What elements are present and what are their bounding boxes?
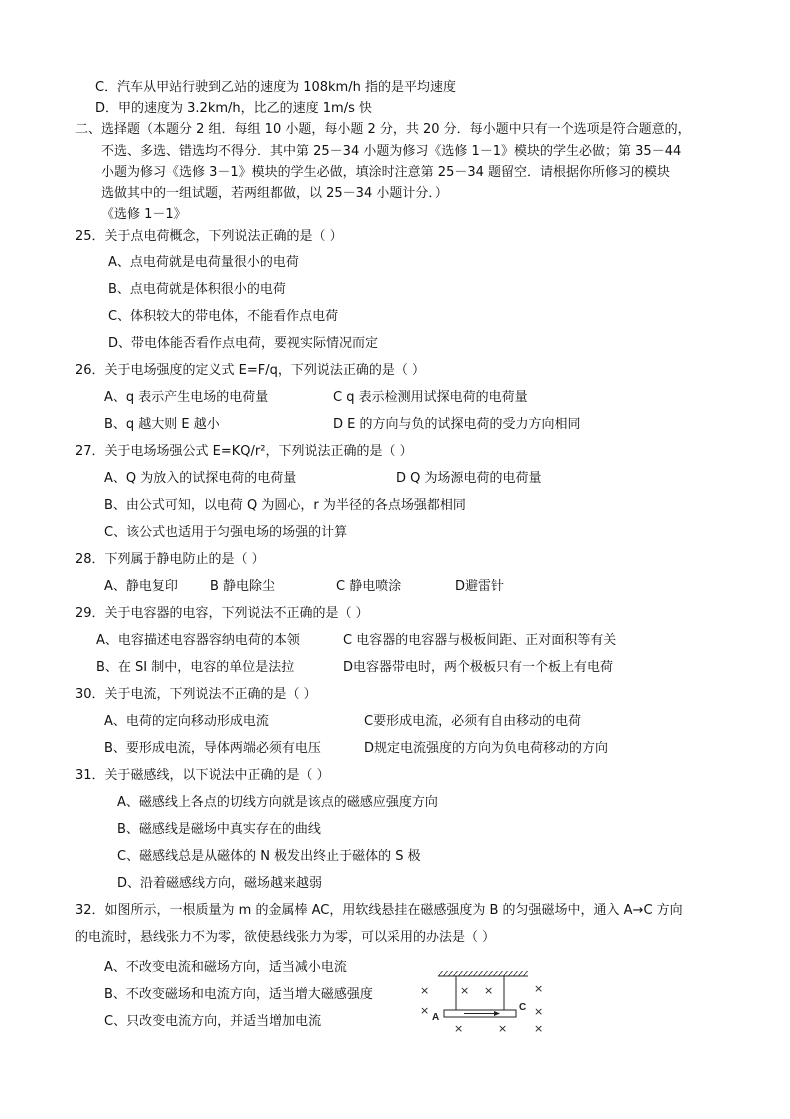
ceiling-hatch (438, 971, 528, 976)
option-a: A、不改变电流和磁场方向，适当减小电流 (104, 960, 347, 975)
option-b: B、由公式可知，以电荷 Q 为圆心，r 为半径的各点场强都相同 (104, 498, 466, 513)
option-a: A、电容描述电容器容纳电荷的本领 (96, 633, 300, 648)
option-d: D避雷针 (455, 579, 505, 594)
option-a: A、静电复印 (104, 579, 178, 594)
option-d: D规定电流强度的方向为负电荷移动的方向 (364, 741, 609, 756)
option-a: A、电荷的定向移动形成电流 (104, 714, 269, 729)
option-b: B、要形成电流，导体两端必须有电压 (104, 741, 321, 756)
option-c: C q 表示检测用试探电荷的电荷量 (333, 390, 528, 405)
option-a: A、Q 为放入的试探电荷的电荷量 (104, 471, 297, 486)
cross-mark: × (460, 984, 470, 997)
question-stem: 25．关于点电荷概念，下列说法正确的是（ ） (75, 229, 343, 244)
option-b: B、不改变磁场和电流方向，适当增大磁感强度 (104, 987, 373, 1002)
question-stem: 28．下列属于静电防止的是（ ） (75, 552, 265, 567)
cross-mark: × (420, 1004, 430, 1017)
option-d: D E 的方向与负的试探电荷的受力方向相同 (333, 417, 581, 432)
option-b: B、磁感线是磁场中真实存在的曲线 (117, 822, 321, 837)
option-d: D Q 为场源电荷的电荷量 (396, 471, 542, 486)
cross-mark: × (420, 984, 430, 997)
cross-mark: × (534, 1022, 544, 1035)
option-c: C、只改变电流方向，并适当增加电流 (104, 1014, 322, 1029)
question-stem: 29．关于电容器的电容，下列说法不正确的是（ ） (75, 606, 369, 621)
label-c: C (519, 1002, 527, 1013)
option-b: B、q 越大则 E 越小 (104, 417, 220, 432)
question-stem: 32．如图所示，一根质量为 m 的金属棒 AC，用软线悬挂在磁感强度为 B 的匀强磁场中，通入 A→C 方向 (75, 903, 683, 918)
section-title-line1: 二、选择题（本题分 2 组．每组 10 小题，每小题 2 分，共 20 分．每小题中只有一个选项是符合题意的， (75, 122, 691, 137)
option-b: B 静电除尘 (210, 579, 276, 594)
group-heading: 《选修 1－1》 (101, 207, 187, 222)
option-d: D、沿着磁感线方向，磁场越来越弱 (117, 876, 323, 891)
option-a: A、磁感线上各点的切线方向就是该点的磁感应强度方向 (117, 795, 438, 810)
prev-option-d: D．甲的速度为 3.2km/h，比乙的速度 1m/s 快 (95, 101, 372, 116)
question-stem: 31．关于磁感线，以下说法中正确的是（ ） (75, 768, 330, 783)
option-c: C、该公式也适用于匀强电场的场强的计算 (104, 525, 348, 540)
section-title-line4: 选做其中的一组试题，若两组都做，以 25－34 小题计分．） (101, 186, 448, 201)
rod-in-magnetic-field-figure (420, 968, 550, 1038)
prev-option-c: C．汽车从甲站行驶到乙站的速度为 108km/h 指的是平均速度 (95, 80, 456, 95)
option-a: A、点电荷就是电荷量很小的电荷 (108, 255, 299, 270)
label-a: A (432, 1012, 440, 1023)
question-stem: 26．关于电场强度的定义式 E=F/q，下列说法正确的是（ ） (75, 363, 426, 378)
option-c: C 静电喷涂 (336, 579, 402, 594)
question-stem-cont: 的电流时，悬线张力不为零，欲使悬线张力为零，可以采用的办法是（ ） (75, 930, 496, 945)
cross-mark: × (534, 982, 544, 995)
cross-mark: × (484, 984, 494, 997)
option-d: D、带电体能否看作点电荷，要视实际情况而定 (108, 336, 379, 351)
cross-mark: × (498, 1022, 508, 1035)
question-stem: 27．关于电场场强公式 E=KQ/r²，下列说法正确的是（ ） (75, 444, 413, 459)
option-c: C、体积较大的带电体，不能看作点电荷 (108, 309, 339, 324)
section-title-line3: 小题为修习《选修 3－1》模块的学生必做，填涂时注意第 25－34 题留空．请根据你所修习的模块 (101, 165, 671, 180)
option-c: C、磁感线总是从磁体的 N 极发出终止于磁体的 S 极 (117, 849, 421, 864)
option-b: B、在 SI 制中，电容的单位是法拉 (96, 660, 295, 675)
option-c: C要形成电流，必须有自由移动的电荷 (364, 714, 582, 729)
cross-mark: × (534, 1005, 544, 1018)
cross-mark: × (454, 1022, 464, 1035)
option-c: C 电容器的电容器与极板间距、正对面积等有关 (343, 633, 617, 648)
section-title-line2: 不选、多选、错选均不得分．其中第 25－34 小题为修习《选修 1－1》模块的学生必做；第 35－44 (101, 144, 682, 159)
option-a: A、q 表示产生电场的电荷量 (104, 390, 269, 405)
option-d: D电容器带电时，两个极板只有一个板上有电荷 (343, 660, 614, 675)
option-b: B、点电荷就是体积很小的电荷 (108, 282, 286, 297)
question-stem: 30．关于电流，下列说法不正确的是（ ） (75, 687, 317, 702)
